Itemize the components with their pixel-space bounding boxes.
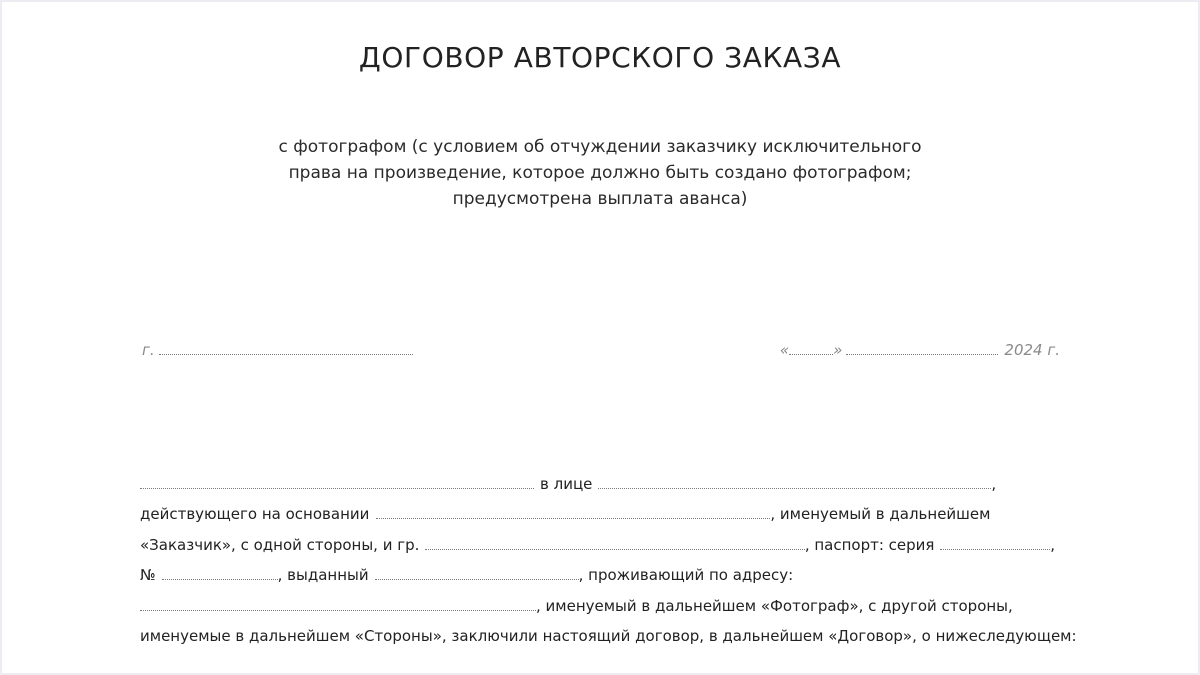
- citizen-name-blank[interactable]: [425, 536, 804, 550]
- date-year: 2024 г.: [1004, 341, 1060, 359]
- issued-by-blank[interactable]: [375, 566, 579, 580]
- preamble-line: [140, 615, 1077, 646]
- date-open-quote: «: [779, 341, 790, 359]
- named-photographer-label: , именуемый в дальнейшем «Фотограф», с другой стороны,: [536, 596, 1013, 615]
- residing-label: , проживающий по адресу:: [578, 566, 794, 584]
- contract-preamble: [140, 462, 1077, 645]
- preamble-line: [140, 462, 1055, 493]
- city-field: [142, 340, 413, 359]
- date-field: [780, 340, 1060, 359]
- preamble-line: [140, 493, 1055, 524]
- representative-blank[interactable]: [598, 475, 991, 489]
- city-blank[interactable]: [159, 340, 413, 355]
- named-label: , именуемый в дальнейшем: [770, 505, 991, 523]
- city-prefix: г.: [142, 341, 155, 359]
- subtitle-line: с фотографом (с условием об отчуждении заказчику исключительного: [278, 137, 922, 157]
- acting-basis-label: действующего на основании: [140, 505, 370, 523]
- preamble-line: [140, 523, 1055, 554]
- document-title: ДОГОВОР АВТОРСКОГО ЗАКАЗА: [358, 41, 842, 74]
- customer-org-blank[interactable]: [140, 475, 534, 489]
- preamble-line: [140, 584, 1055, 615]
- number-sign: №: [140, 566, 156, 584]
- month-blank[interactable]: [846, 340, 998, 355]
- preamble-line: [140, 554, 1055, 585]
- issued-label: , выданный: [277, 566, 369, 584]
- comma-text: ,: [1050, 535, 1055, 554]
- passport-series-blank[interactable]: [940, 536, 1050, 550]
- subtitle-line: права на произведение, которое должно быть создано фотографом;: [288, 163, 912, 183]
- address-blank[interactable]: [140, 597, 536, 611]
- place-date-row: [142, 340, 1060, 364]
- date-close-quote: »: [833, 341, 843, 359]
- in-person-label: в лице: [540, 474, 593, 493]
- passport-number-blank[interactable]: [162, 566, 278, 580]
- subtitle-line: предусмотрена выплата аванса): [452, 189, 748, 209]
- document-subtitle: [2, 134, 1198, 212]
- basis-blank[interactable]: [376, 505, 770, 519]
- comma-text: ,: [991, 474, 997, 493]
- passport-label: , паспорт: серия: [804, 535, 935, 554]
- day-blank[interactable]: [789, 340, 833, 355]
- customer-label: «Заказчик», с одной стороны, и гр.: [140, 535, 420, 554]
- parties-text: именуемые в дальнейшем «Стороны», заключили настоящий договор, в дальнейшем «Договор», о нижеследующем:: [140, 627, 1077, 645]
